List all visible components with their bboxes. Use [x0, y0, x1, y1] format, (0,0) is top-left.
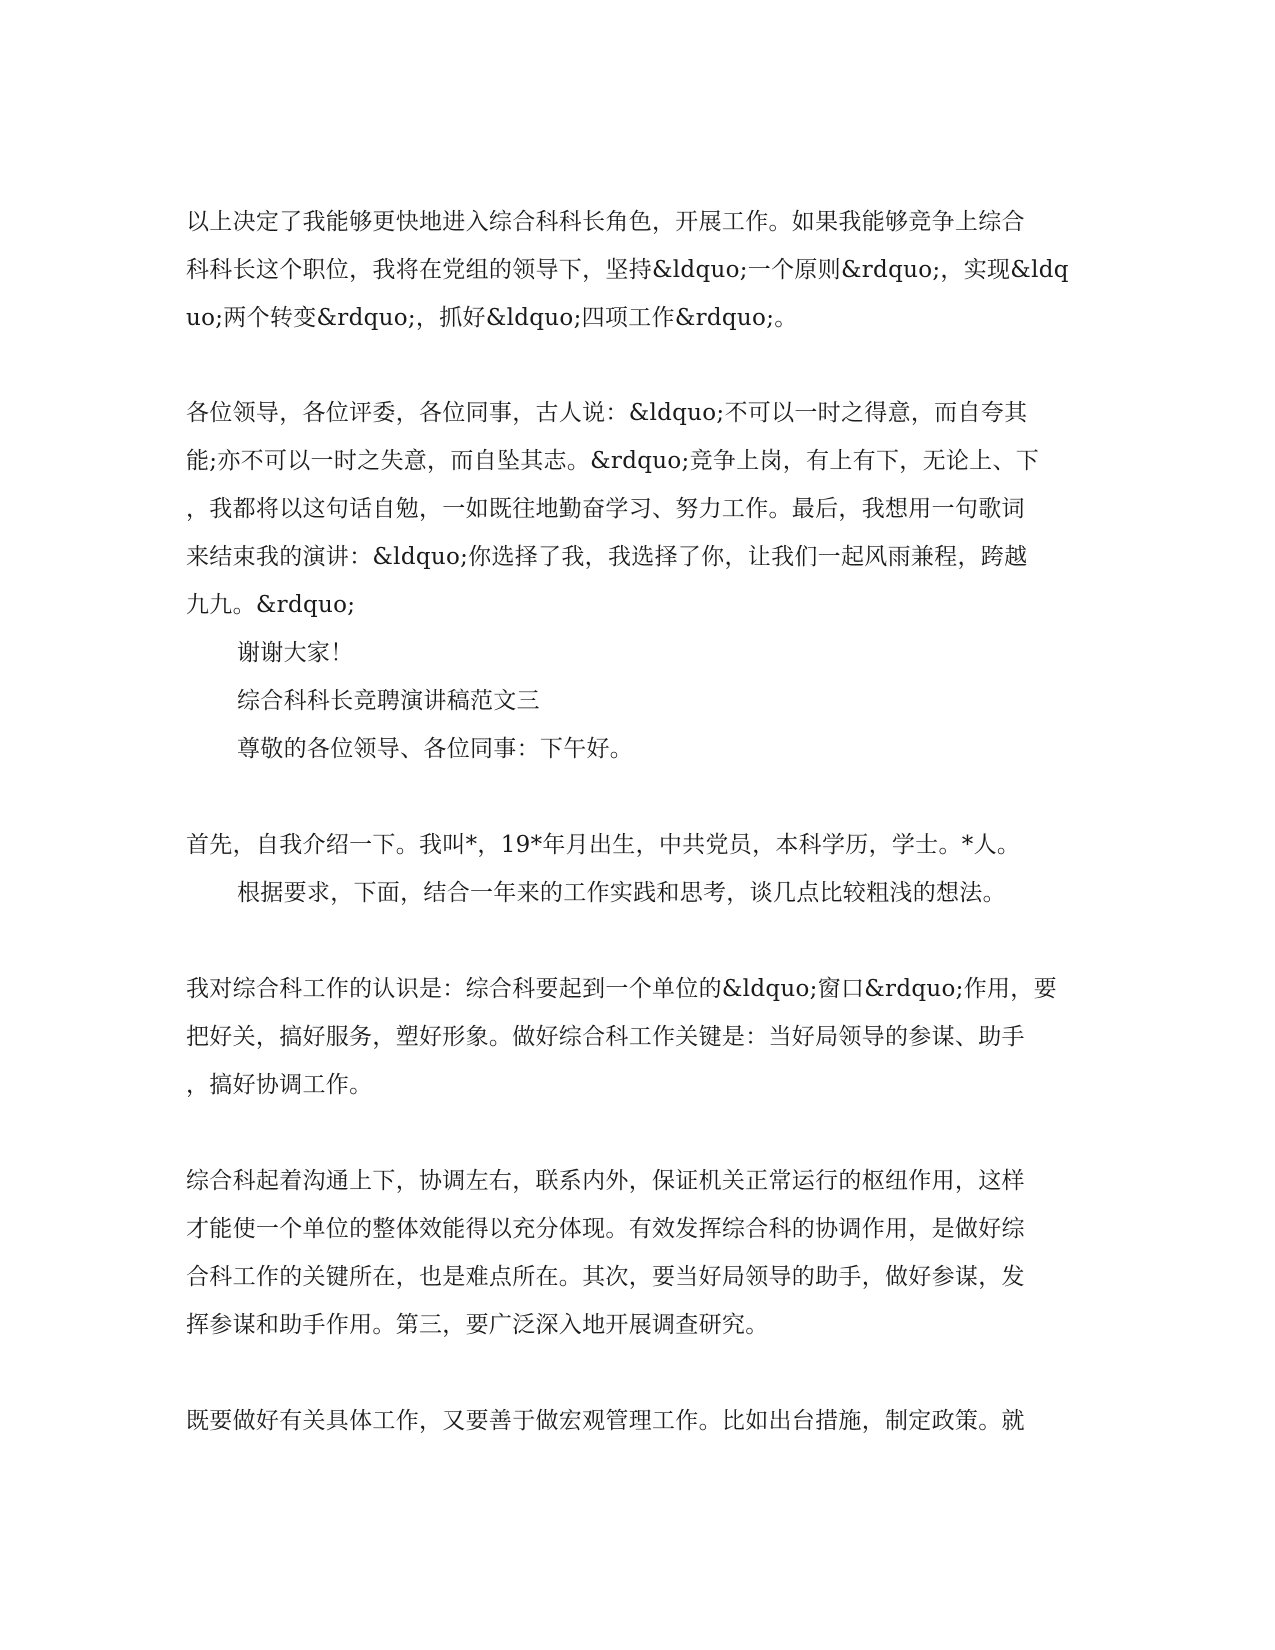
text-line: 来结束我的演讲：&ldquo;你选择了我，我选择了你，让我们一起风雨兼程，跨越 [186, 544, 1028, 570]
text-line: 以上决定了我能够更快地进入综合科科长角色，开展工作。如果我能够竞争上综合 [186, 209, 1025, 235]
text-line: ，我都将以这句话自勉，一如既往地勤奋学习、努力工作。最后，我想用一句歌词 [186, 496, 1025, 522]
text-line: 各位领导，各位评委，各位同事，古人说：&ldquo;不可以一时之得意，而自夸其 [186, 400, 1028, 426]
text-line: 我对综合科工作的认识是：综合科要起到一个单位的&ldquo;窗口&rdquo;作用，要 [186, 976, 1057, 1002]
text-line: 才能使一个单位的整体效能得以充分体现。有效发挥综合科的协调作用，是做好综 [186, 1216, 1025, 1242]
text-line: 综合科起着沟通上下，协调左右，联系内外，保证机关正常运行的枢纽作用，这样 [186, 1168, 1025, 1194]
text-line: 尊敬的各位领导、各位同事：下午好。 [237, 736, 634, 762]
section-title: 综合科科长竞聘演讲稿范文三 [237, 688, 540, 714]
text-line: uo;两个转变&rdquo;，抓好&ldquo;四项工作&rdquo;。 [186, 305, 798, 331]
text-line: 根据要求，下面，结合一年来的工作实践和思考，谈几点比较粗浅的想法。 [237, 880, 1006, 906]
text-line: 首先，自我介绍一下。我叫*，19*年月出生，中共党员，本科学历，学士。*人。 [186, 832, 1021, 858]
text-line: 能;亦不可以一时之失意，而自坠其志。&rdquo;竞争上岗，有上有下，无论上、下 [186, 448, 1040, 474]
text-line: 合科工作的关键所在，也是难点所在。其次，要当好局领导的助手，做好参谋，发 [186, 1264, 1025, 1290]
text-line: 九九。&rdquo; [186, 592, 356, 618]
text-line: 科科长这个职位，我将在党组的领导下，坚持&ldquo;一个原则&rdquo;，实现&ldq [186, 257, 1069, 283]
text-line: ，搞好协调工作。 [186, 1072, 373, 1098]
text-line: 挥参谋和助手作用。第三，要广泛深入地开展调查研究。 [186, 1312, 769, 1338]
text-line: 把好关，搞好服务，塑好形象。做好综合科工作关键是：当好局领导的参谋、助手 [186, 1024, 1025, 1050]
text-line: 既要做好有关具体工作，又要善于做宏观管理工作。比如出台措施，制定政策。就 [186, 1408, 1025, 1434]
text-line: 谢谢大家！ [237, 640, 354, 666]
